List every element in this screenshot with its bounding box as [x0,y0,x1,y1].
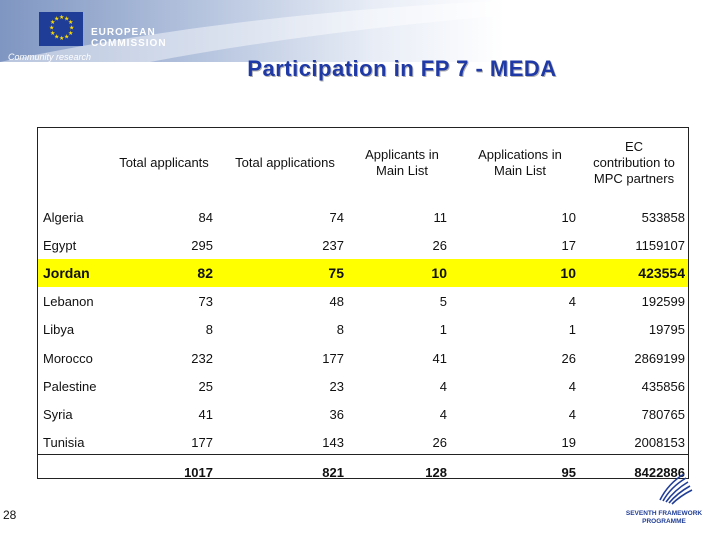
table-cell: 2869199 [634,350,685,366]
eu-flag-icon [39,12,83,46]
row-label: Morocco [43,350,93,366]
table-cell: 143 [322,434,344,450]
table-cell: 4 [568,294,576,310]
table-row [37,316,689,344]
totals-row [37,459,689,487]
table-cell: 11 [433,210,447,225]
table-cell: 10 [560,265,576,282]
org-name [91,27,167,49]
svg-text:★: ★ [68,30,74,37]
row-label: Jordan [43,265,90,282]
org-name-line2: COMMISSION [91,38,167,49]
table-cell: 48 [329,294,344,310]
table-cell: 26 [432,434,447,450]
table-row [37,260,689,288]
table-cell: 1 [568,322,576,338]
table-cell: 19 [561,434,576,450]
row-label: Egypt [43,238,77,254]
svg-text:★: ★ [49,24,55,32]
row-label: Palestine [43,378,97,394]
table-cell: 4 [568,378,576,394]
table-cell: 36 [329,406,344,422]
row-label: Tunisia [43,434,85,450]
column-header: Applicants in Main List [365,147,439,178]
table-cell: 25 [198,378,213,394]
table-cell: 74 [329,210,344,225]
table-cell: 4 [568,406,576,422]
table-cell: 780765 [641,406,685,422]
row-label: Libya [43,322,75,338]
table-cell: 2008153 [634,434,685,450]
svg-text:★: ★ [54,15,60,23]
table-cell: 237 [322,238,344,254]
column-header: Total applications [235,155,335,170]
table-cell: 95 [561,465,576,480]
table-cell: 8 [336,322,344,338]
svg-text:★: ★ [64,33,70,41]
table-cell: 84 [198,210,213,225]
row-label: Syria [43,406,73,422]
table-cell: 1159107 [635,238,685,254]
table-cell: 4 [439,406,447,422]
table-cell: 82 [197,265,213,282]
svg-text:★: ★ [69,24,75,32]
table-cell: 1 [439,322,447,338]
page-title: Participation in FP 7 - MEDA [247,56,557,81]
fp7-logo [622,470,706,530]
table-cell: 1017 [184,465,213,480]
svg-text:★: ★ [50,19,56,26]
table-cell: 4 [439,378,447,394]
table-cell: 10 [431,265,447,282]
header-subtitle: Community research [8,52,92,62]
org-name-line1: EUROPEAN [91,27,156,38]
table-cell: 8422886 [634,465,685,480]
column-header: Total applicants [119,155,209,170]
svg-text:★: ★ [59,35,65,42]
table-cell: 177 [322,350,344,366]
table-cell: 17 [561,238,576,254]
table-cell: 5 [439,294,447,310]
table-top-border [37,127,689,128]
table-cell: 533858 [641,210,685,225]
table-cell: 177 [191,434,213,450]
column-header: Applications in Main List [478,147,562,178]
svg-text:★: ★ [50,30,56,37]
page-number: 28 [3,508,17,522]
table-cell: 128 [425,465,447,480]
table-cell: 26 [432,238,447,254]
table-row [37,373,689,401]
row-label: Algeria [43,210,84,225]
svg-text:★: ★ [59,14,65,21]
table-cell: 423554 [638,265,685,282]
table-cell: 75 [328,265,344,282]
table-cell: 435856 [641,378,685,394]
table-cell: 41 [198,406,213,422]
table-row [37,288,689,316]
table-cell: 23 [329,378,344,394]
table-row [37,232,689,260]
table-cell: 232 [191,350,213,366]
table-cell: 295 [191,238,213,254]
table-cell: 19795 [648,322,685,338]
table-row [37,345,689,373]
column-header: EC contribution to MPC partners [593,139,675,186]
table-row [37,204,689,232]
svg-text:★: ★ [68,19,74,26]
table-cell: 821 [322,465,344,480]
table-row [37,401,689,429]
table-cell: 10 [561,210,576,225]
table-cell: 41 [432,350,447,366]
table-cell: 73 [198,294,213,310]
table-row [37,429,689,457]
logo-text-line1: SEVENTH FRAMEWORK [625,510,703,517]
logo-text-line2: PROGRAMME [642,518,686,525]
svg-text:★: ★ [64,15,70,23]
table-cell: 192599 [641,294,685,310]
svg-text:★: ★ [54,33,60,41]
table-cell: 26 [561,350,576,366]
row-label: Lebanon [43,294,94,310]
table-cell: 8 [205,322,213,338]
